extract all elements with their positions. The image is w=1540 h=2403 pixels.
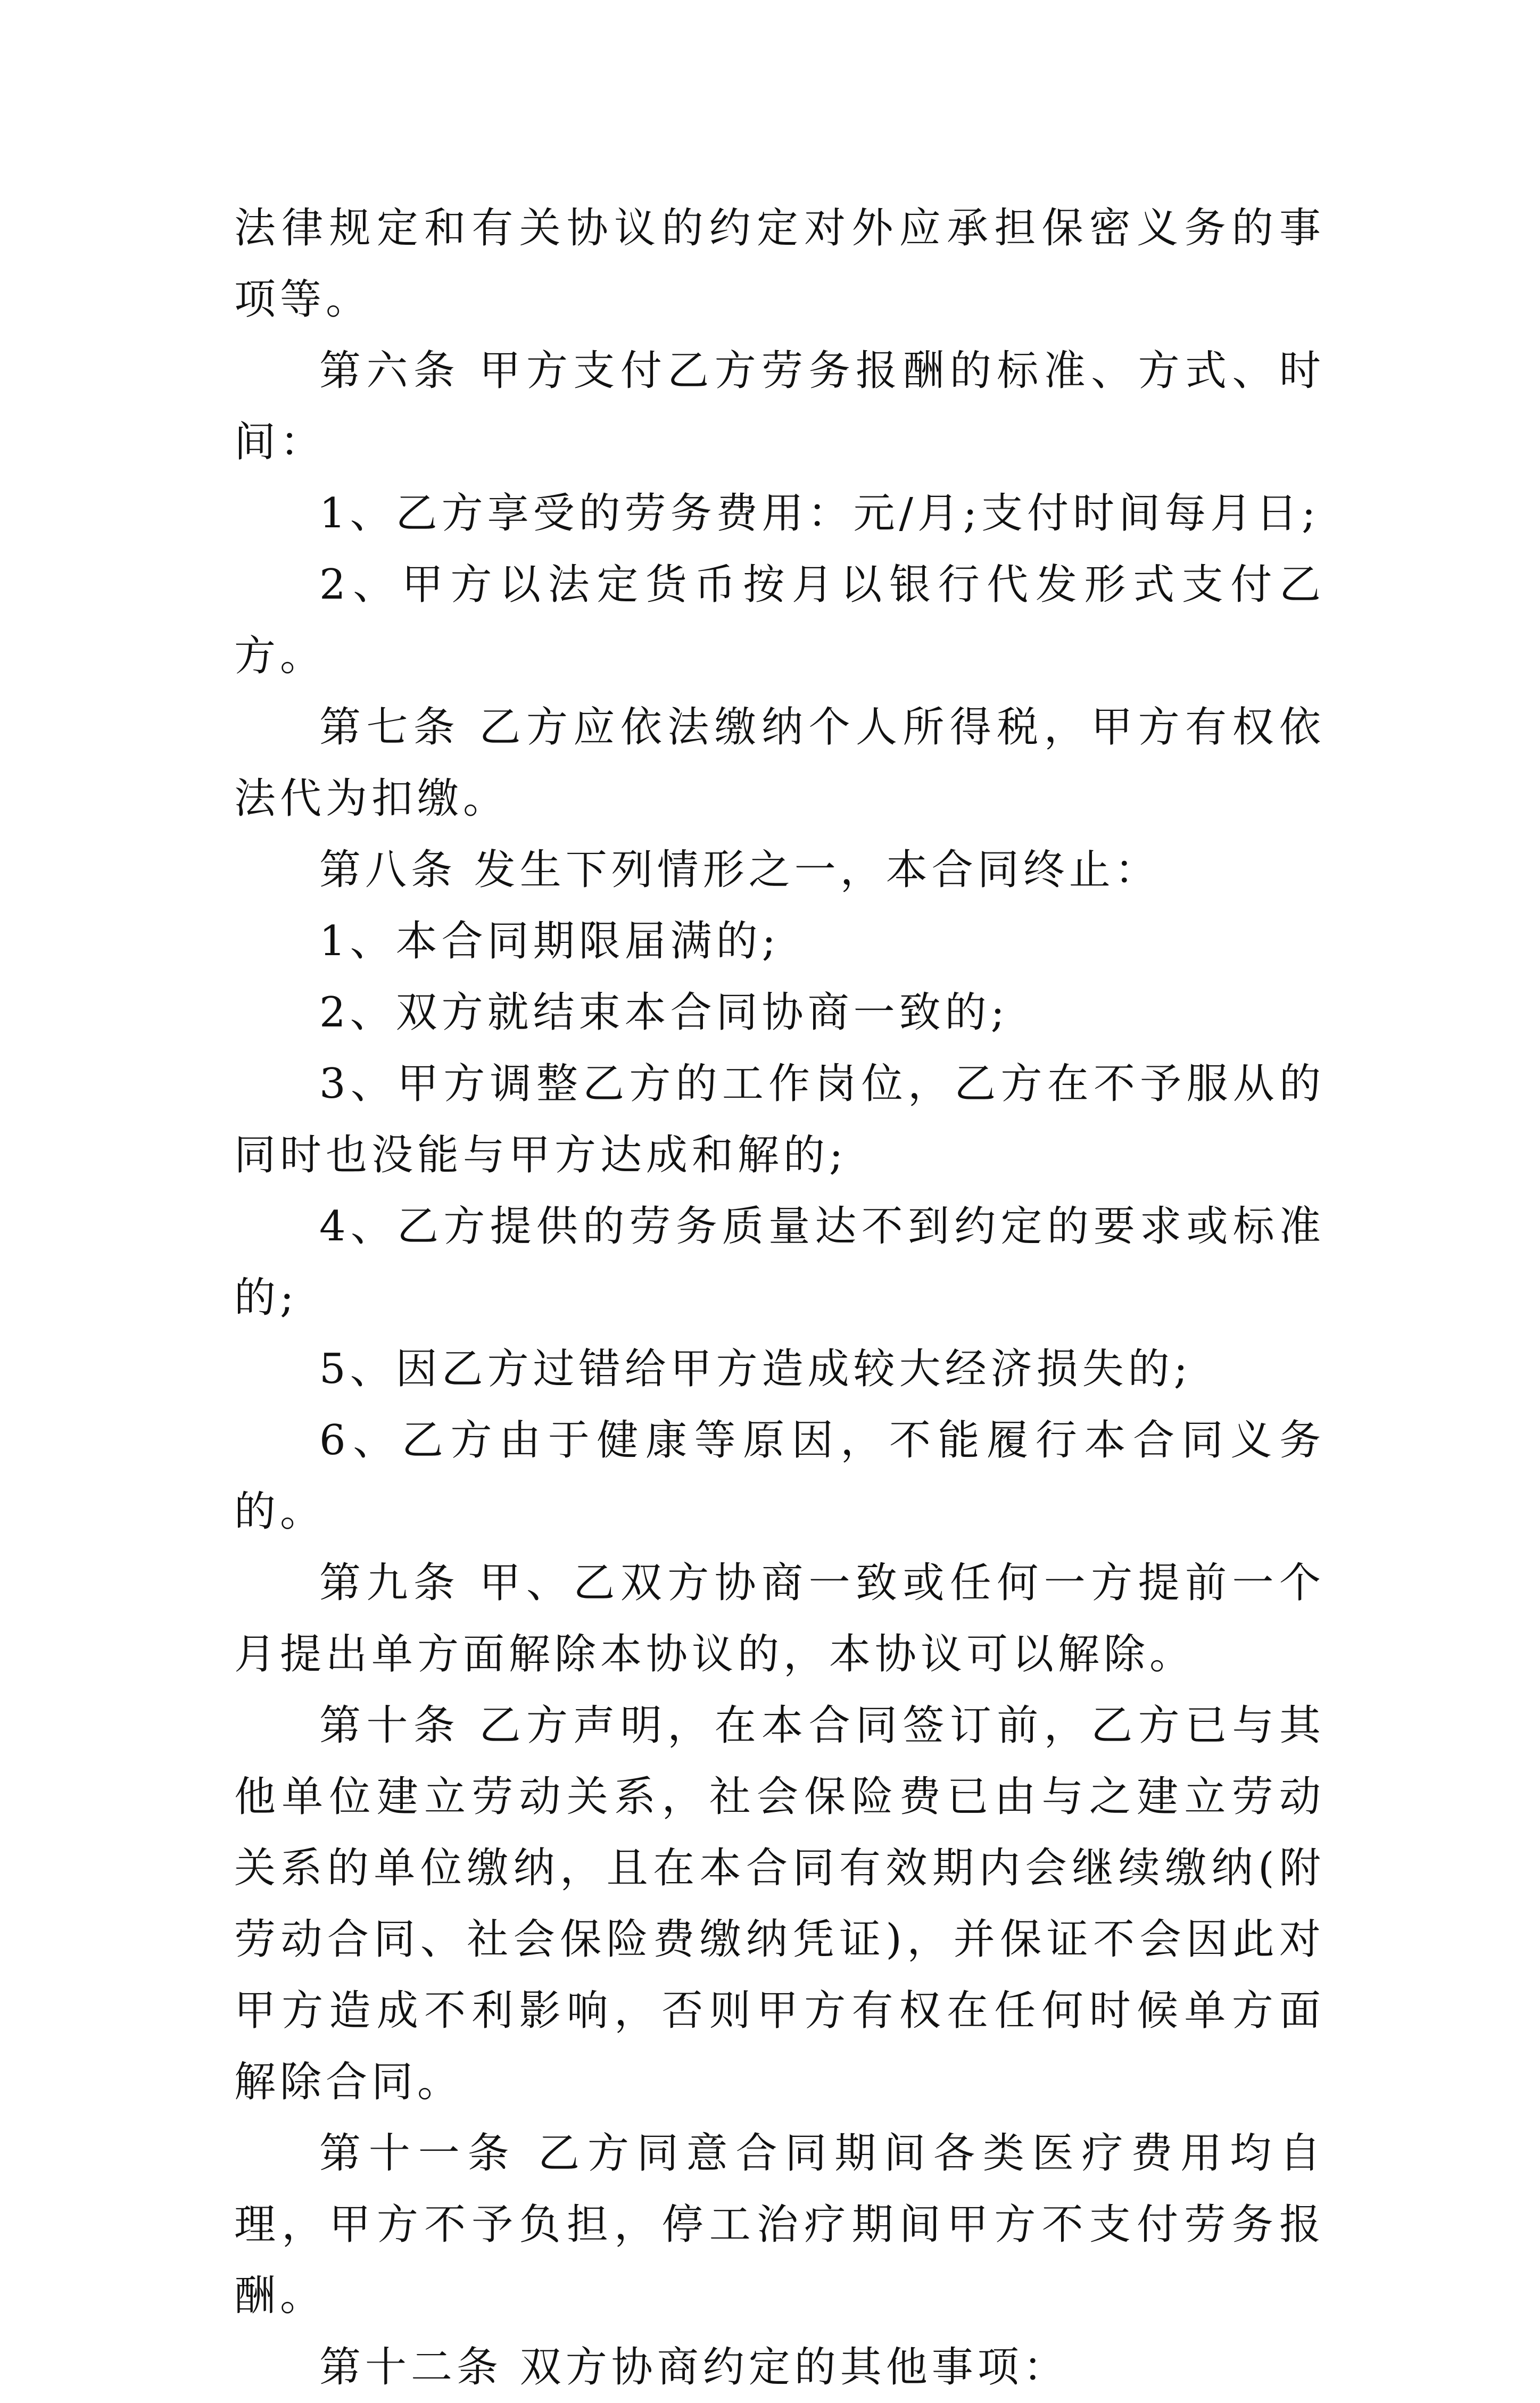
paragraph-article-6-item-2: 2、甲方以法定货币按月以银行代发形式支付乙方。	[234, 561, 1325, 680]
paragraph-article-8-item-2: 2、双方就结束本合同协商一致的;	[319, 989, 1009, 1037]
paragraph-article-12: 第十二条 双方协商约定的其他事项：	[319, 2343, 1069, 2391]
paragraph-article-6-item-1: 1、乙方享受的劳务费用：元/月;支付时间每月日;	[319, 490, 1320, 537]
paragraph-article-8-item-4: 4、乙方提供的劳务质量达不到约定的要求或标准的;	[234, 1203, 1325, 1322]
paragraph-article-10: 第十条 乙方声明，在本合同签订前，乙方已与其他单位建立劳动关系，社会保险费已由与之建立劳动关系的单位缴纳，且在本合同有效期内会继续缴纳(附劳动合同、社会保险费缴纳凭证)，并保证不会因此对甲方造成不利影响，否则甲方有权在任何时候单方面解除合同。	[234, 1702, 1325, 2106]
paragraph-article-8-item-5: 5、因乙方过错给甲方造成较大经济损失的;	[319, 1345, 1192, 1393]
paragraph-article-8-item-6: 6、乙方由于健康等原因，不能履行本合同义务的。	[234, 1416, 1325, 1536]
paragraph-article-8-item-3: 3、甲方调整乙方的工作岗位，乙方在不予服从的同时也没能与甲方达成和解的;	[234, 1060, 1325, 1179]
paragraph-article-8-item-1: 1、本合同期限届满的;	[319, 917, 780, 965]
paragraph-article-8: 第八条 发生下列情形之一，本合同终止：	[319, 846, 1161, 894]
document-body	[234, 193, 1325, 2403]
paragraph-article-6: 第六条 甲方支付乙方劳务报酬的标准、方式、时间：	[234, 347, 1325, 466]
paragraph-article-11: 第十一条 乙方同意合同期间各类医疗费用均自理，甲方不予负担，停工治疗期间甲方不支付劳务报酬。	[234, 2129, 1325, 2320]
paragraph-confidentiality-tail: 法律规定和有关协议的约定对外应承担保密义务的事项等。	[234, 204, 1325, 324]
paragraph-article-7: 第七条 乙方应依法缴纳个人所得税，甲方有权依法代为扣缴。	[234, 703, 1325, 823]
paragraph-article-9: 第九条 甲、乙双方协商一致或任何一方提前一个月提出单方面解除本协议的，本协议可以解除。	[234, 1559, 1325, 1678]
